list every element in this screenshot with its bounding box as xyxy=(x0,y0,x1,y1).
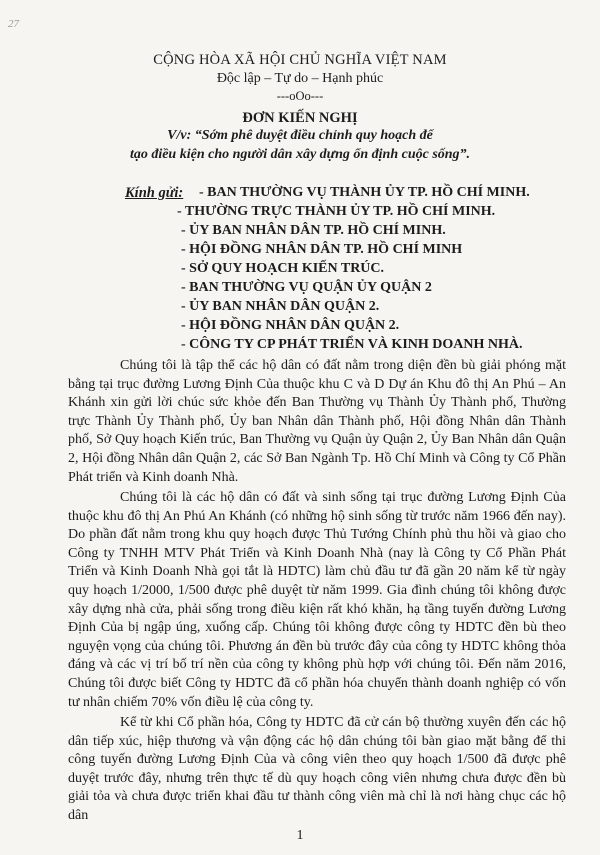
document-title: ĐƠN KIẾN NGHỊ xyxy=(242,110,358,126)
subject-line-1: V/v: “Sớm phê duyệt điều chỉnh quy hoạch để xyxy=(167,128,433,143)
recipient-item: - ỦY BAN NHÂN DÂN TP. HỒ CHÍ MINH. xyxy=(181,223,446,238)
recipient-item: - CÔNG TY CP PHÁT TRIỂN VÀ KINH DOANH NHÀ. xyxy=(181,337,523,352)
national-header: CỘNG HÒA XÃ HỘI CHỦ NGHĨA VIỆT NAM xyxy=(153,52,447,68)
recipient-item: - HỘI ĐỒNG NHÂN DÂN TP. HỒ CHÍ MINH xyxy=(181,242,463,257)
recipient-item: - SỞ QUY HOẠCH KIẾN TRÚC. xyxy=(181,261,385,276)
paragraph-text: Chúng tôi là tập thể các hộ dân có đất nằm trong diện đền bù giải phóng mặt bằng tại trục đường Lương Định Của thuộc khu C và D Dự án Khu đô thị An Phú – An Khánh xin gửi lời chúc sức khỏe đến Ban Thường vụ Thành Ủy Thành phố, Thường trực Thành Ủy Thành phố, Ủy ban Nhân dân Thành phố, Hội đồng Nhân dân Thành phố, Sở Quy hoạch Kiến trúc, Ban Thường vụ Quận ủy Quận 2, Ủy Ban Nhân dân Quận 2, Hội đồng Nhân dân Quận 2, các Sở Ban Ngành Tp. Hồ Chí Minh và Công ty Cổ Phần Phát triển và Kinh doanh Nhà. xyxy=(68,358,566,485)
paragraph-background xyxy=(68,489,566,712)
corner-mark: 27 xyxy=(8,18,19,30)
subject-line-2: tạo điều kiện cho người dân xây dựng ổn định cuộc sống”. xyxy=(129,147,471,162)
paragraph-since-equitization xyxy=(68,714,566,826)
recipient-item: - THƯỜNG TRỰC THÀNH ỦY TP. HỒ CHÍ MINH. xyxy=(177,204,496,219)
header-separator: ---oOo--- xyxy=(276,89,324,103)
recipient-item: - BAN THƯỜNG VỤ THÀNH ỦY TP. HỒ CHÍ MINH. xyxy=(199,185,530,200)
paragraph-text: Kể từ khi Cổ phần hóa, Công ty HDTC đã cử cán bộ thường xuyên đến các hộ dân tiếp xúc, hiệp thương và vận động các hộ dân chúng tôi bàn giao mặt bằng để thi công tuyến đường Lương Định Của và công viên theo quy hoạch 1/500 đã được phê duyệt trước đây, nhưng trên thực tế dù quy hoạch công viên nhưng chưa được đền bù giải tỏa và chưa được triển khai đầu tư thành công viên mà chỉ là nơi hàng chục các hộ dân xyxy=(68,715,566,823)
paragraph-text: Chúng tôi là các hộ dân có đất và sinh sống tại trục đường Lương Định Của thuộc khu đô thị An Phú An Khánh (có những hộ sinh sống từ trước năm 1966 đến nay). Do phần đất nằm trong khu quy hoạch được Thủ Tướng Chính phủ thu hồi và giao cho Công ty TNHH MTV Phát Triển và Kinh Doanh Nhà (nay là Công ty Cổ Phần Phát Triển và Kinh Doanh Nhà gọi tắt là HDTC) làm chủ đầu tư đã gần 20 năm kể từ ngày quy hoạch 1/2000, 1/500 được phê duyệt từ năm 1999. Gia đình chúng tôi không được xây dựng nhà cửa, phải sống trong điều kiện rất khó khăn, hạ tầng tuyến đường Lương Định Của bị ngập úng, xuống cấp. Chúng tôi không được công ty HDTC đền bù theo nguyện vọng của chúng tôi. Phương án đền bù trước đây của công ty HDTC không thỏa đáng và các vị trí bố trí nền của công ty không phù hợp với chúng tôi. Đến năm 2016, Chúng tôi được biết Công ty HDTC đã cổ phần hóa chuyển thành doanh nghiệp có vốn tư nhân chiếm 70% vốn điều lệ của công ty. xyxy=(68,490,566,710)
paragraph-intro xyxy=(68,357,566,487)
recipient-item: - BAN THƯỜNG VỤ QUẬN ỦY QUẬN 2 xyxy=(181,280,432,295)
kinh-gui-label: Kính gửi: xyxy=(125,185,184,201)
page-number: 1 xyxy=(296,828,304,843)
recipient-item: - HỘI ĐỒNG NHÂN DÂN QUẬN 2. xyxy=(181,318,400,333)
national-motto: Độc lập – Tự do – Hạnh phúc xyxy=(216,71,384,86)
recipient-item: - ỦY BAN NHÂN DÂN QUẬN 2. xyxy=(181,299,380,314)
